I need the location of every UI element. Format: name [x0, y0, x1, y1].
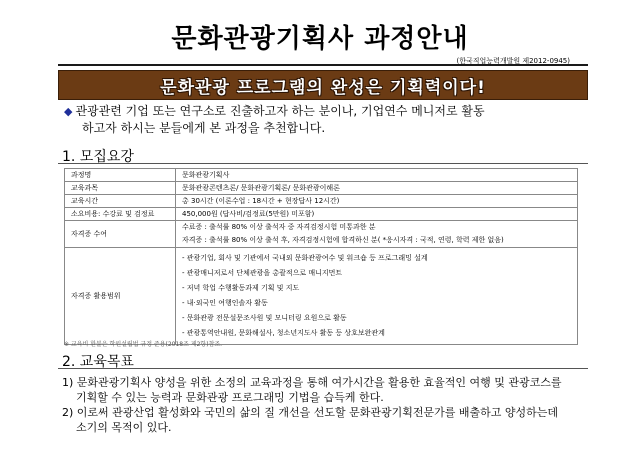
table-value: 문화관광기획사 [176, 169, 578, 182]
table-row [65, 221, 578, 248]
table-row [65, 248, 578, 345]
table-row [65, 182, 578, 195]
table-key: 교육과목 [65, 182, 176, 195]
table-key: 자격증 수여 [65, 221, 176, 248]
table-value-scope [176, 248, 578, 345]
scope-item: - 관광매니저로서 단체관광을 총괄적으로 매니지먼트 [182, 269, 343, 277]
diamond-bullet-icon: ◆ [64, 105, 73, 118]
goal-line: 기획할 수 있는 능력과 문화관광 프로그래밍 기법을 습득케 한다. [76, 391, 384, 404]
section-divider [58, 368, 588, 369]
scope-item: - 관광기업, 회사 및 기관에서 국내외 문화관광여수 및 워크숍 등 프로그래밍 설계 [182, 254, 428, 262]
table-value: 문화관광콘텐츠론/ 문화관광기획론/ 문화관광이해론 [176, 182, 578, 195]
cert-line: 자격증 : 출석률 80% 이상 출석 후, 자격검정시험에 합격하신 분( *응시자격 : 국적, 연령, 학력 제한 없음) [182, 236, 504, 244]
table-value: 총 30시간 (이론수업 : 18시간 + 현장답사 12시간) [176, 195, 578, 208]
table-key: 소요비용: 수강료 및 검정료 [65, 208, 176, 221]
goal-item [62, 375, 602, 405]
table-value-cert [176, 221, 578, 248]
table-value: 450,000원 (답사비/검정료(5만원) 미포함) [176, 208, 578, 221]
table-key: 교육시간 [65, 195, 176, 208]
goal-line: 2) 이로써 관광산업 활성화와 국민의 삶의 질 개선을 선도할 문화관광기획전문가를 배출하고 양성하는데 [62, 406, 559, 419]
slogan-text: 문화관광 프로그램의 완성은 기획력이다! [160, 77, 486, 98]
refund-note: ※ 교육비 환불은 학원설립법 규정 준용(2018조 제2항)참조. [64, 341, 223, 348]
intro-paragraph [64, 103, 594, 137]
goal-line: 1) 문화관광기획사 양성을 위한 소정의 교육과정을 통해 여가시간을 활용한 효율적인 여행 및 관광코스를 [62, 376, 562, 389]
scope-item: - 저녁 학업 수행활동과제 기획 및 지도 [182, 284, 300, 292]
scope-item: - 관광통역안내원, 문화해설사, 청소년지도사 활동 등 상호보완관계 [182, 329, 385, 337]
intro-line-1: 관광관련 기업 또는 연구소로 진출하고자 하는 분이나, 기업연수 메니저로 활동 [75, 104, 485, 118]
scope-item: - 문화관광 전문설문조사원 및 모니터링 요원으로 활동 [182, 314, 347, 322]
title-divider [58, 64, 588, 66]
section-divider [58, 163, 588, 164]
goal-item [62, 405, 602, 435]
table-key: 자격증 활용범위 [65, 248, 176, 345]
slogan-banner [58, 70, 588, 100]
table-key: 과정명 [65, 169, 176, 182]
section-heading-recruitment: 1. 모집요강 [62, 149, 134, 165]
table-row [65, 208, 578, 221]
section-heading-goals: 2. 교육목표 [62, 354, 134, 370]
cert-line: 수료증 : 출석률 80% 이상 출석자 중 자격검정시험 미통과한 분 [182, 223, 376, 231]
page-title: 문화관광기획사 과정안내 [171, 24, 469, 54]
recruitment-table [64, 168, 578, 345]
scope-item: - 내·외국인 여행인솔자 활동 [182, 299, 268, 307]
table-row [65, 195, 578, 208]
issuer-note: (한국직업능력개발원 제2012-0945) [456, 57, 570, 65]
intro-line-2: 하고자 하시는 분들에게 본 과정을 추천합니다. [82, 121, 326, 135]
goal-line: 소기의 목적이 있다. [76, 421, 172, 434]
table-row [65, 169, 578, 182]
